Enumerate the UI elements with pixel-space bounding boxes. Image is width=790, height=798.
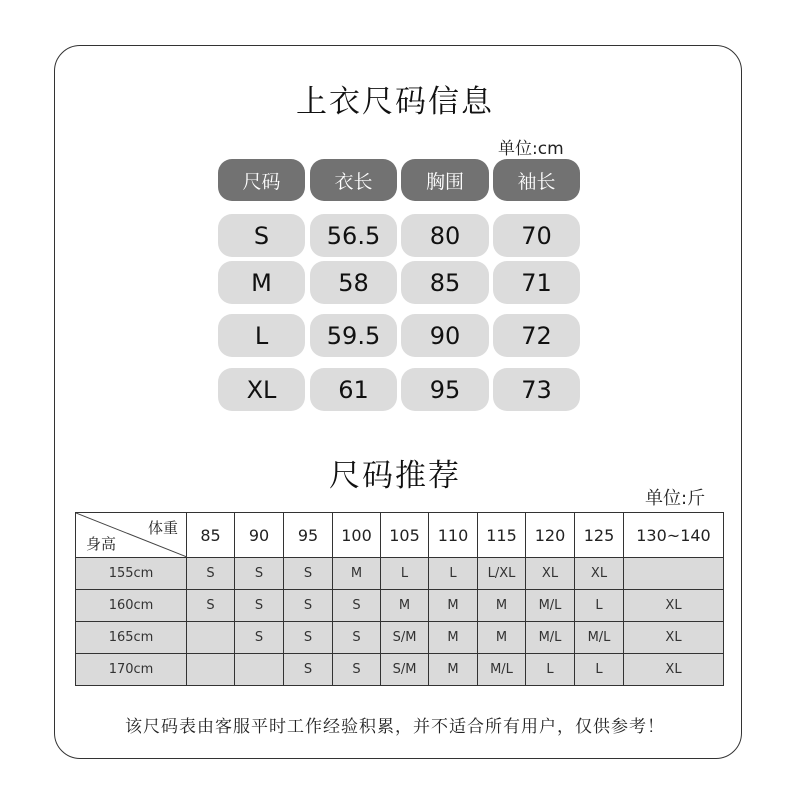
weight-header-cell: 90	[235, 513, 284, 558]
size-recommend-cell: L	[381, 558, 429, 590]
size-info-title: 上衣尺码信息	[296, 84, 494, 120]
size-recommend-cell: S	[333, 622, 381, 654]
size-recommend-cell: L	[429, 558, 478, 590]
size-label-cell: XL	[218, 368, 305, 411]
height-cell: 160cm	[76, 590, 187, 622]
table-row	[76, 654, 724, 686]
recommend-unit: 单位:斤	[645, 488, 706, 509]
size-recommend-cell: S/M	[381, 654, 429, 686]
size-header-cell: 袖长	[493, 159, 580, 201]
size-recommend-cell: S	[333, 654, 381, 686]
size-recommend-cell: S	[284, 622, 333, 654]
size-label-cell: L	[218, 314, 305, 357]
table-row	[76, 558, 724, 590]
height-cell: 170cm	[76, 654, 187, 686]
weight-header-cell: 85	[187, 513, 235, 558]
size-recommend-cell: M	[429, 654, 478, 686]
size-recommend-cell: XL	[624, 590, 724, 622]
size-info-unit: 单位:cm	[498, 139, 564, 159]
size-value-cell: 70	[493, 214, 580, 257]
size-value-cell: 61	[310, 368, 397, 411]
size-value-cell: 95	[401, 368, 489, 411]
height-cell: 165cm	[76, 622, 187, 654]
size-value-cell: 73	[493, 368, 580, 411]
size-recommend-cell: S	[235, 590, 284, 622]
size-value-cell: 90	[401, 314, 489, 357]
size-recommend-cell	[187, 622, 235, 654]
size-recommend-cell: M	[429, 622, 478, 654]
size-recommend-cell: S	[333, 590, 381, 622]
weight-header-cell: 115	[478, 513, 526, 558]
size-recommend-cell	[187, 654, 235, 686]
table-header-row	[76, 513, 724, 558]
size-header-cell: 胸围	[401, 159, 489, 201]
size-header-cell: 衣长	[310, 159, 397, 201]
size-recommend-cell: M	[381, 590, 429, 622]
size-recommend-cell: M	[478, 622, 526, 654]
size-recommend-cell: S	[284, 558, 333, 590]
size-recommend-cell: XL	[575, 558, 624, 590]
size-value-cell: 56.5	[310, 214, 397, 257]
size-label-cell: M	[218, 261, 305, 304]
corner-height-label: 身高	[86, 535, 117, 553]
size-value-cell: 71	[493, 261, 580, 304]
weight-header-cell: 120	[526, 513, 575, 558]
weight-header-cell: 100	[333, 513, 381, 558]
size-recommend-cell: S/M	[381, 622, 429, 654]
size-recommend-cell: XL	[526, 558, 575, 590]
size-value-cell: 58	[310, 261, 397, 304]
size-label-cell: S	[218, 214, 305, 257]
corner-weight-label: 体重	[147, 519, 178, 537]
size-recommend-cell: L	[575, 590, 624, 622]
size-recommend-cell: S	[284, 590, 333, 622]
size-recommend-cell: M/L	[526, 622, 575, 654]
size-recommend-cell: L/XL	[478, 558, 526, 590]
footer-note: 该尺码表由客服平时工作经验积累，并不适合所有用户，仅供参考！	[125, 717, 665, 737]
recommend-table	[75, 512, 724, 686]
size-recommend-cell: L	[526, 654, 575, 686]
size-recommend-cell: XL	[624, 654, 724, 686]
size-recommend-cell: M/L	[478, 654, 526, 686]
table-row	[76, 590, 724, 622]
size-value-cell: 59.5	[310, 314, 397, 357]
weight-header-cell: 110	[429, 513, 478, 558]
corner-cell	[76, 513, 187, 558]
size-recommend-cell: S	[187, 590, 235, 622]
size-recommend-cell: S	[187, 558, 235, 590]
size-recommend-cell: M	[333, 558, 381, 590]
size-recommend-cell	[235, 654, 284, 686]
size-value-cell: 72	[493, 314, 580, 357]
size-recommend-cell	[624, 558, 724, 590]
size-recommend-cell: XL	[624, 622, 724, 654]
size-recommend-cell: S	[235, 622, 284, 654]
size-recommend-cell: S	[284, 654, 333, 686]
size-value-cell: 85	[401, 261, 489, 304]
weight-header-cell: 130~140	[624, 513, 724, 558]
size-recommend-cell: M	[429, 590, 478, 622]
weight-header-cell: 95	[284, 513, 333, 558]
recommend-title: 尺码推荐	[329, 458, 461, 494]
size-recommend-cell: S	[235, 558, 284, 590]
size-recommend-cell: M/L	[575, 622, 624, 654]
size-recommend-cell: L	[575, 654, 624, 686]
table-row	[76, 622, 724, 654]
size-header-cell: 尺码	[218, 159, 305, 201]
height-cell: 155cm	[76, 558, 187, 590]
weight-header-cell: 125	[575, 513, 624, 558]
size-recommend-cell: M	[478, 590, 526, 622]
size-value-cell: 80	[401, 214, 489, 257]
size-recommend-cell: M/L	[526, 590, 575, 622]
weight-header-cell: 105	[381, 513, 429, 558]
